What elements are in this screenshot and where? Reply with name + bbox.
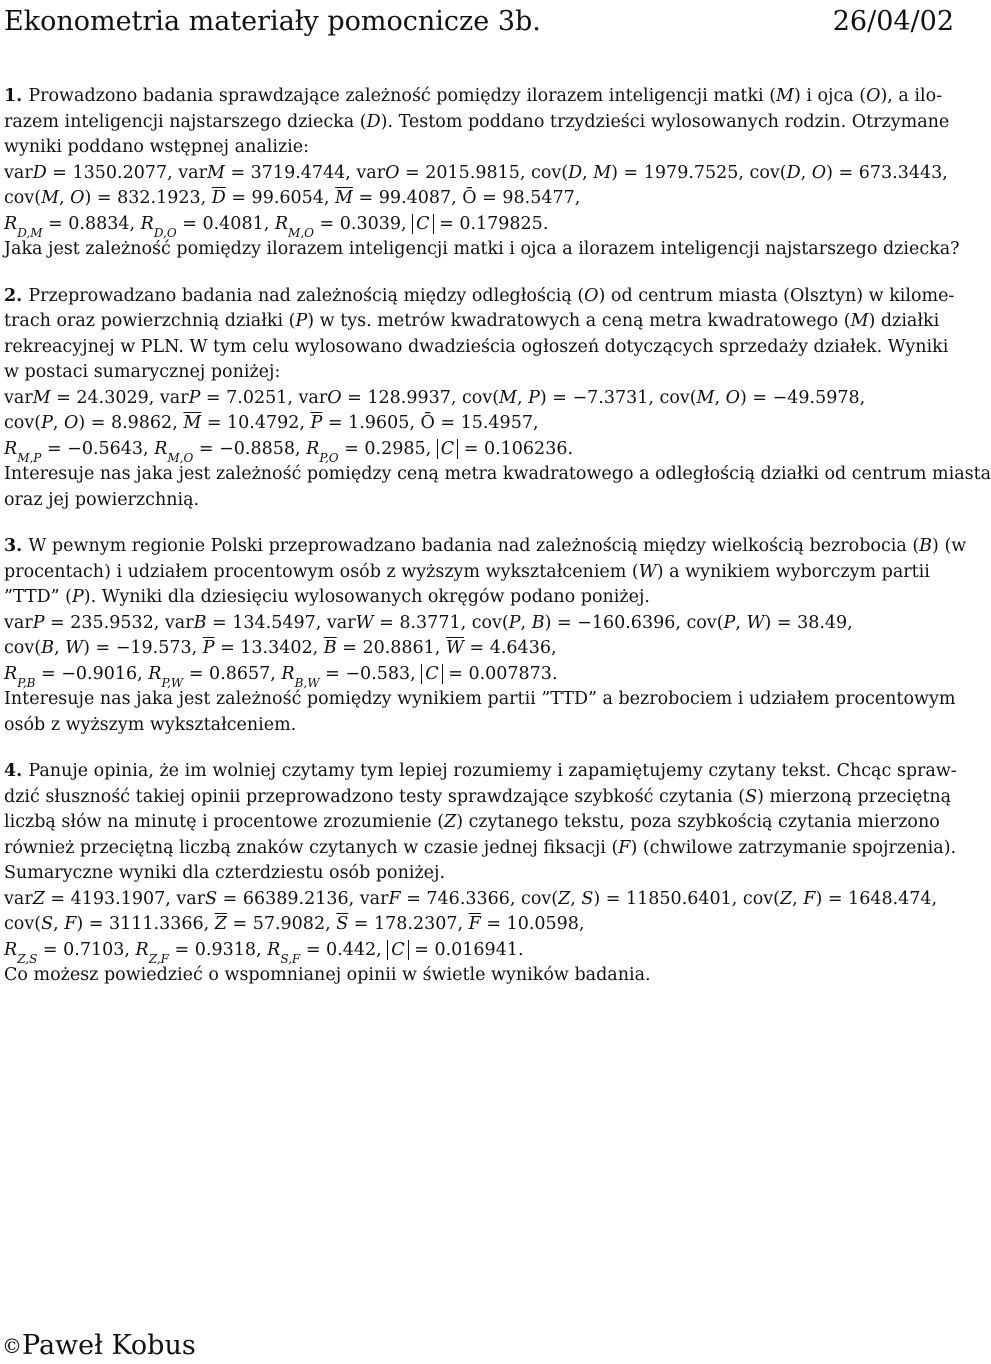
statistics-line: $R_{P,B} = -0.9016$, $R_{P,W} = 0.8657$, $R_{B,W} = -0.583$, C = 0.007873. <box>4 663 558 690</box>
problem-intro-line: rekreacyjnej w PLN. W tym celu wylosowano dwadzieścia ogłoszeń dotyczących sprzedaży działek. Wyniki <box>4 336 949 357</box>
problem-number: 3. <box>4 536 29 556</box>
problem-intro-line: ”TTD” (P). Wyniki dla dziesięciu wylosowanych okręgów podano poniżej. <box>4 587 650 607</box>
problem-intro-line: 4. Panuje opinia, że im wolniej czytamy tym lepiej rozumiemy i zapamiętujemy czytany tekst. Chcąc spraw- <box>4 761 957 781</box>
page-header <box>4 2 954 42</box>
statistics-line: varD = 1350.2077, varM = 3719.4744, varO = 2015.9815, cov(D, M) = 1979.7525, cov(D, O) = 673.3443, <box>4 162 948 183</box>
problem-intro-line: procentach) i udziałem procentowym osób z wyższym wykształceniem (W) a wynikiem wyborczym partii <box>4 561 930 582</box>
problem-number: 2. <box>4 285 29 306</box>
question-line: Interesuje nas jaka jest zależność pomiędzy wynikiem partii ”TTD” a bezrobociem i udziałem procentowym <box>4 689 956 709</box>
statistics-line: $R_{D,M} = 0.8834$, $R_{D,O} = 0.4081$, $R_{M,O} = 0.3039$, C = 0.179825. <box>4 213 549 240</box>
problem-4 <box>4 759 956 989</box>
page-footer <box>2 1328 196 1364</box>
problem-intro-line: 2. Przeprowadzano badania nad zależnością między odległością (O) od centrum miasta (Olsztyn) w kilome- <box>4 285 955 306</box>
question-line: Co możesz powiedzieć o wspomnianej opinii w świetle wyników badania. <box>4 965 651 985</box>
problem-3 <box>4 534 967 738</box>
problem-intro-line: trach oraz powierzchnią działki (P) w tys. metrów kwadratowych a ceną metra kwadratowego (M) działki <box>4 311 940 331</box>
problem-intro-line: Sumaryczne wyniki dla czterdziestu osób poniżej. <box>4 863 446 883</box>
question-line: Interesuje nas jaka jest zależność pomiędzy ceną metra kwadratowego a odległością działki od centrum miasta <box>4 464 991 484</box>
problem-intro-line: 1. Prowadzono badania sprawdzające zależność pomiędzy ilorazem inteligencji matki (M) i ojca (O), a ilo- <box>4 86 943 106</box>
problem-intro-line: razem inteligencji najstarszego dziecka (D). Testom poddano trzydzieści wylosowanych rodzin. Otrzymane <box>4 111 950 132</box>
statistics-line: cov(P, O) = 8.9862, $\overline{M} = 10.4792$, $\overline{P} = 1.9605$, Ō = 15.4957, <box>4 413 539 433</box>
problem-intro-line: liczbą słów na minutę i procentowe zrozumienie (Z) czytanego tekstu, poza szybkością czytania mierzono <box>4 812 940 832</box>
document-date: 26/04/02 <box>832 6 954 37</box>
problem-number: 1. <box>4 86 29 106</box>
problem-intro-line: 3. W pewnym regionie Polski przeprowadzano badania nad zależnością między wielkością bezrobocia (B) (w <box>4 536 967 556</box>
question-line: oraz jej powierzchnią. <box>4 489 200 510</box>
statistics-line: varZ = 4193.1907, varS = 66389.2136, varF = 746.3366, cov(Z, S) = 11850.6401, cov(Z, F) = 1648.474, <box>4 888 938 909</box>
question-line: Jaka jest zależność pomiędzy ilorazem inteligencji matki i ojca a ilorazem inteligencji najstarszego dziecka? <box>4 239 960 259</box>
author-name: Paweł Kobus <box>22 1330 196 1361</box>
statistics-line: $R_{Z,S} = 0.7103$, $R_{Z,F} = 0.9318$, $R_{S,F} = 0.442$, C = 0.016941. <box>4 939 524 966</box>
problem-1 <box>4 84 960 263</box>
copyright-symbol: © <box>2 1334 22 1358</box>
statistics-line: cov(M, O) = 832.1923, $\overline{D} = 99.6054$, $\overline{M} = 99.4087$, Ō = 98.5477, <box>4 188 581 208</box>
problem-2 <box>4 284 991 514</box>
document-title: Ekonometria materiały pomocnicze 3b. <box>4 6 541 37</box>
problem-intro-line: wyniki poddano wstępnej analizie: <box>4 137 310 157</box>
problem-intro-line: dzić słuszność takiej opinii przeprowadzono testy sprawdzające szybkość czytania (S) mierzoną przeciętną <box>4 786 952 807</box>
statistics-line: cov(S, F) = 3111.3366, $\overline{Z} = 57.9082$, $\overline{S} = 178.2307$, $\overline{F} = 10.0598$, <box>4 914 585 934</box>
statistics-line: cov(B, W) = −19.573, $\overline{P} = 13.3402$, $\overline{B} = 20.8861$, $\overline{W} = 4.6436$, <box>4 638 557 658</box>
statistics-line: $R_{M,P} = -0.5643$, $R_{M,O} = -0.8858$, $R_{P,O} = 0.2985$, C = 0.106236. <box>4 438 574 465</box>
question-line: osób z wyższym wykształceniem. <box>4 714 297 735</box>
problem-intro-line: również przeciętną liczbą znaków czytanych w czasie jednej fiksacji (F) (chwilowe zatrzymanie spojrzenia). <box>4 837 957 858</box>
problem-list <box>4 84 991 1010</box>
statistics-line: varM = 24.3029, varP = 7.0251, varO = 128.9937, cov(M, P) = −7.3731, cov(M, O) = −49.5978, <box>4 387 866 408</box>
problem-number: 4. <box>4 761 29 781</box>
statistics-line: varP = 235.9532, varB = 134.5497, varW = 8.3771, cov(P, B) = −160.6396, cov(P, W) = 38.49, <box>4 612 853 633</box>
problem-intro-line: w postaci sumarycznej poniżej: <box>4 362 281 382</box>
